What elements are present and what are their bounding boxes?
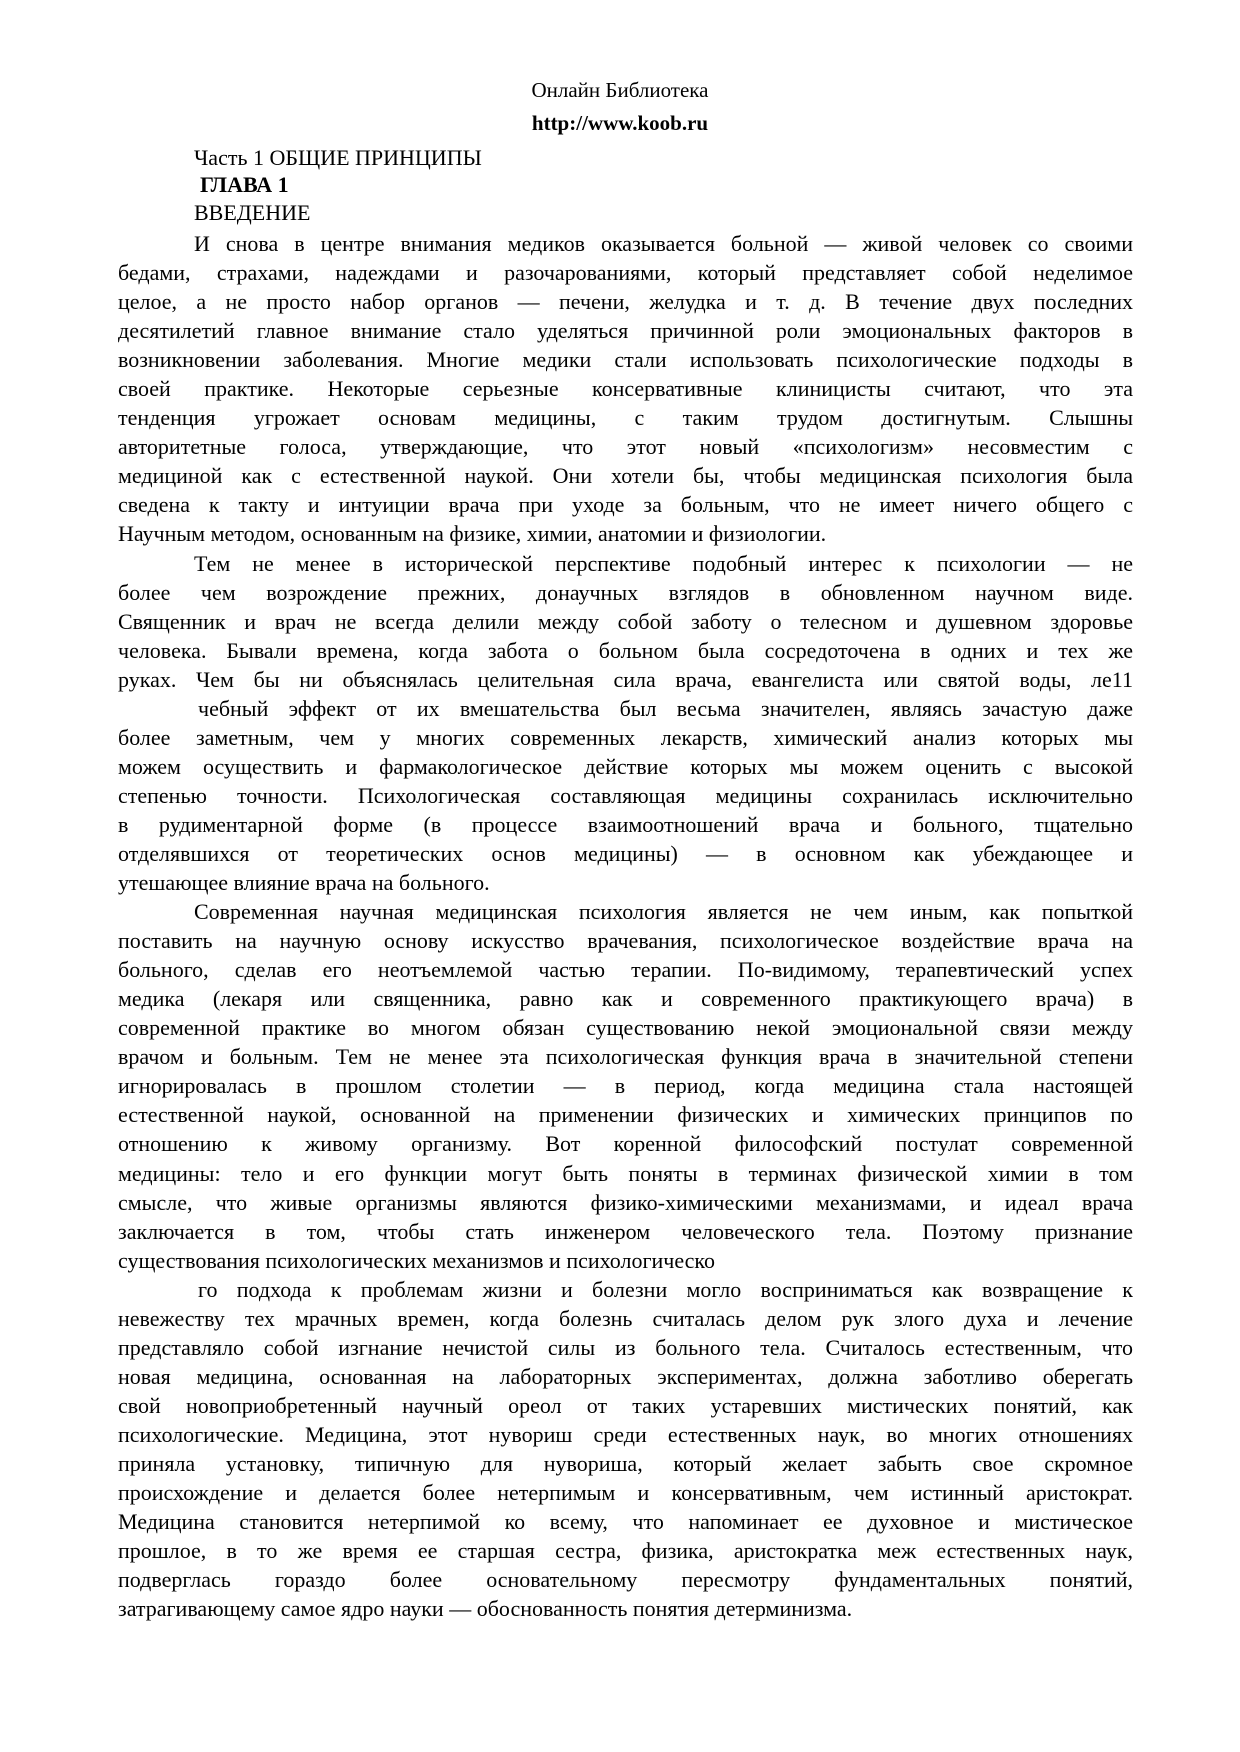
text-line: бедами, страхами, надеждами и разочарованиями, который представляет собой неделимое bbox=[118, 260, 1133, 286]
text-line: естественной наукой, основанной на применении физических и химических принципов по bbox=[118, 1102, 1133, 1128]
text-line: Современная научная медицинская психология является не чем иным, как попыткой bbox=[194, 899, 1133, 925]
text-line: Священник и врач не всегда делили между собой заботу о телесном и душевном здоровье bbox=[118, 608, 1133, 634]
paragraph bbox=[118, 897, 1133, 1275]
text-line: игнорировалась в прошлом столетии — в период, когда медицина стала настоящей bbox=[118, 1073, 1133, 1099]
text-line: новая медицина, основанная на лабораторных экспериментах, должна заботливо оберегать bbox=[118, 1363, 1133, 1389]
text-line: своей практике. Некоторые серьезные консервативные клиницисты считают, что эта bbox=[118, 376, 1133, 402]
text-line: отделявшихся от теоретических основ медицины) — в основном как убеждающее и bbox=[118, 840, 1133, 866]
text-line: свой новоприобретенный научный ореол от таких устаревших мистических понятий, как bbox=[118, 1392, 1133, 1418]
text-line: можем осуществить и фармакологическое действие которых мы можем оценить с высокой bbox=[118, 753, 1133, 779]
text-line: представляло собой изгнание нечистой силы из больного тела. Считалось естественным, что bbox=[118, 1334, 1133, 1360]
text-line: отношению к живому организму. Вот коренной философский постулат современной bbox=[118, 1131, 1133, 1157]
text-line: более чем возрождение прежних, донаучных взглядов в обновленном научном виде. bbox=[118, 579, 1133, 605]
text-line: медициной как с естественной наукой. Они хотели бы, чтобы медицинская психология была bbox=[118, 463, 1133, 489]
paragraph bbox=[118, 1275, 1133, 1624]
text-line: современной практике во многом обязан существованию некой эмоциональной связи между bbox=[118, 1015, 1133, 1041]
text-line: тенденция угрожает основам медицины, с таким трудом достигнутым. Слышны bbox=[118, 405, 1133, 431]
text-line: прошлое, в то же время ее старшая сестра, физика, аристократка меж естественных наук, bbox=[118, 1538, 1133, 1564]
text-line: человека. Бывали времена, когда забота о больном была сосредоточена в одних и тех же bbox=[118, 637, 1133, 663]
paragraph bbox=[118, 549, 1133, 694]
text-line: происхождение и делается более нетерпимым и консервативным, чем истинный аристократ. bbox=[118, 1480, 1133, 1506]
paragraph bbox=[118, 229, 1133, 549]
text-line: смысле, что живые организмы являются физико-химическими механизмами, и идеал врача bbox=[118, 1189, 1133, 1215]
text-line: десятилетий главное внимание стало уделяться причинной роли эмоциональных факторов в bbox=[118, 318, 1133, 344]
text-line: Медицина становится нетерпимой ко всему, что напоминает ее духовное и мистическое bbox=[118, 1509, 1133, 1535]
part-title: Часть 1 ОБЩИЕ ПРИНЦИПЫ bbox=[194, 145, 482, 170]
text-line: больного, сделав его неотъемлемой частью терапии. По-видимому, терапевтический успех bbox=[118, 957, 1133, 983]
site-url: http://www.koob.ru bbox=[531, 111, 709, 135]
chapter-title: ГЛАВА 1 bbox=[200, 172, 289, 197]
text-line: приняла установку, типичную для нувориша, который желает забыть свое скромное bbox=[118, 1450, 1133, 1476]
text-line: целое, а не просто набор органов — печени, желудка и т. д. В течение двух последних bbox=[118, 289, 1133, 315]
text-line: утешающее влияние врача на больного. bbox=[118, 870, 490, 896]
text-line: более заметным, чем у многих современных лекарств, химический анализ которых мы bbox=[118, 724, 1133, 750]
text-line: поставить на научную основу искусство врачевания, психологическое воздействие врача на bbox=[118, 928, 1133, 954]
text-line: существования психологических механизмов и психологическо bbox=[118, 1247, 715, 1273]
text-line: степенью точности. Психологическая составляющая медицины сохранилась исключительно bbox=[118, 782, 1133, 808]
text-line: в рудиментарной форме (в процессе взаимоотношений врача и больного, тщательно bbox=[118, 811, 1133, 837]
text-line: руках. Чем бы ни объяснялась целительная сила врача, евангелиста или святой воды, ле11 bbox=[118, 666, 1133, 692]
paragraph bbox=[118, 694, 1133, 897]
text-line: сведена к такту и интуиции врача при уходе за больным, что не имеет ничего общего с bbox=[118, 492, 1133, 518]
text-line: подверглась гораздо более основательному пересмотру фундаментальных понятий, bbox=[118, 1567, 1133, 1593]
text-line: психологические. Медицина, этот нувориш среди естественных наук, во многих отношениях bbox=[118, 1421, 1133, 1447]
text-line: го подхода к проблемам жизни и болезни могло восприниматься как возвращение к bbox=[198, 1276, 1133, 1302]
text-line: затрагивающему самое ядро науки — обоснованность понятия детерминизма. bbox=[118, 1596, 853, 1622]
text-line: невежеству тех мрачных времен, когда болезнь считалась делом рук злого духа и лечение bbox=[118, 1305, 1133, 1331]
text-line: И снова в центре внимания медиков оказывается больной — живой человек со своими bbox=[194, 231, 1133, 256]
text-line: Научным методом, основанным на физике, химии, анатомии и физиологии. bbox=[118, 521, 827, 547]
text-line: Тем не менее в исторической перспективе подобный интерес к психологии — не bbox=[194, 550, 1133, 576]
text-line: врачом и больным. Тем не менее эта психологическая функция врача в значительной степени bbox=[118, 1044, 1133, 1070]
text-line: заключается в том, чтобы стать инженером человеческого тела. Поэтому признание bbox=[118, 1218, 1133, 1244]
text-line: чебный эффект от их вмешательства был весьма значителен, являясь зачастую даже bbox=[198, 695, 1133, 721]
site-name: Онлайн Библиотека bbox=[531, 78, 709, 102]
text-line: медицины: тело и его функции могут быть поняты в терминах физической химии в том bbox=[118, 1160, 1133, 1186]
section-title: ВВЕДЕНИЕ bbox=[194, 200, 311, 225]
text-line: авторитетные голоса, утверждающие, что этот новый «психологизм» несовместим с bbox=[118, 434, 1133, 460]
document-body bbox=[118, 229, 1133, 1623]
text-line: медика (лекаря или священника, равно как и современного практикующего врача) в bbox=[118, 986, 1133, 1012]
text-line: возникновении заболевания. Многие медики стали использовать психологические подходы в bbox=[118, 347, 1133, 373]
